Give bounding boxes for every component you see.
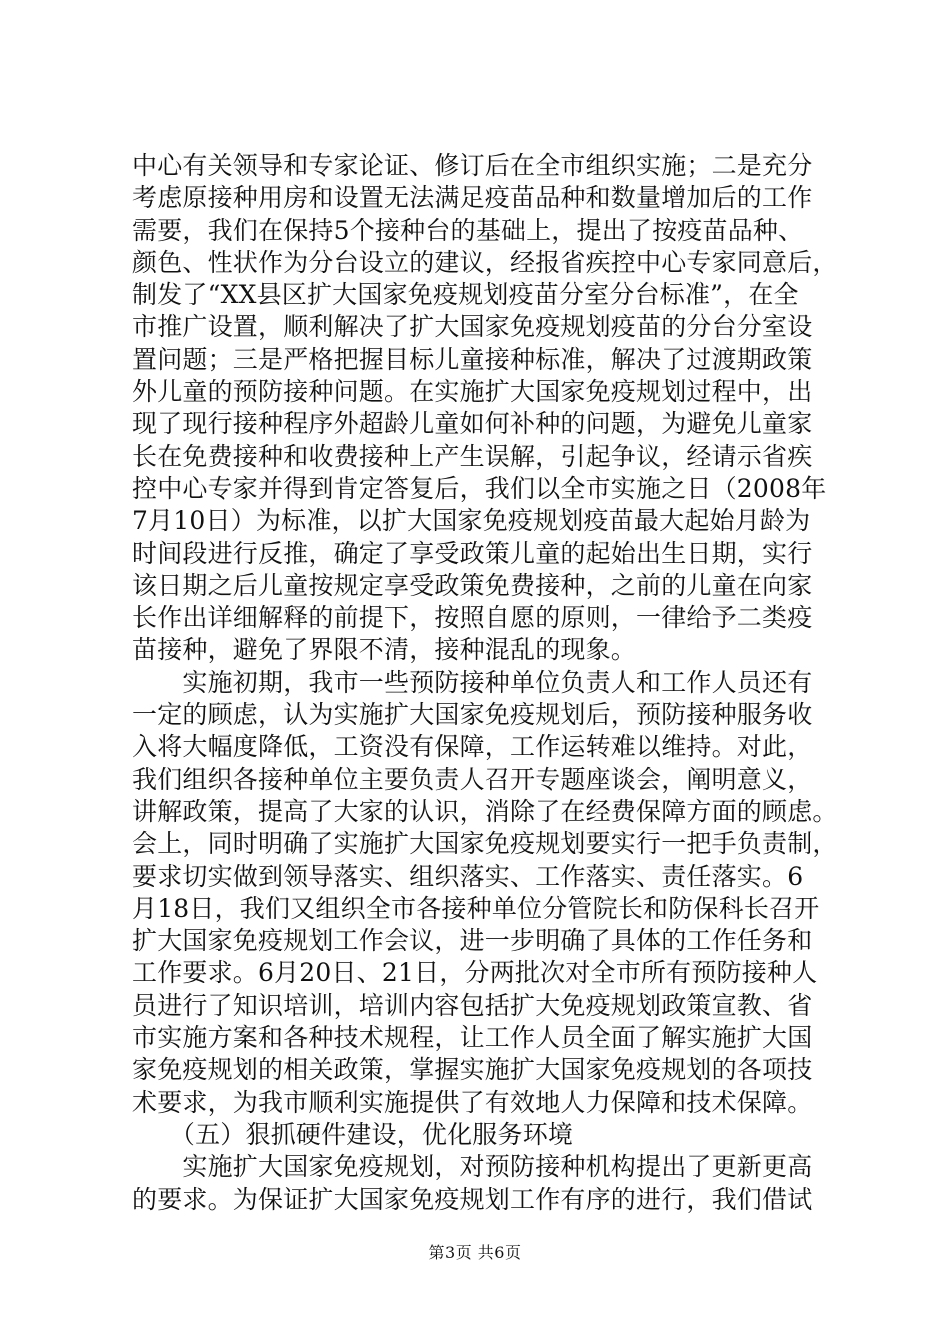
text-line: 该日期之后儿童按规定享受政策免费接种，之前的儿童在向家 [132,570,813,600]
text-line: 扩大国家免疫规划工作会议，进一步明确了具体的工作任务和 [132,926,813,956]
text-line: 制发了“XX县区扩大国家免疫规划疫苗分室分台标准”，在全 [132,280,799,310]
text-line: 市实施方案和各种技术规程，让工作人员全面了解实施扩大国 [132,1023,813,1053]
text-line: 外儿童的预防接种问题。在实施扩大国家免疫规划过程中，出 [132,377,813,407]
text-line: 长作出详细解释的前提下，按照自愿的原则，一律给予二类疫 [132,603,813,633]
text-line: 讲解政策，提高了大家的认识，消除了在经费保障方面的顾虑。 [132,796,838,826]
text-line: 现了现行接种程序外超龄儿童如何补种的问题，为避免儿童家 [132,409,813,439]
section-heading: （五）狠抓硬件建设，优化服务环境 [132,1119,574,1149]
text-line: 市推广设置，顺利解决了扩大国家免疫规划疫苗的分台分室设 [132,312,813,342]
text-line: 中心有关领导和专家论证、修订后在全市组织实施；二是充分 [132,151,813,180]
text-line: 术要求，为我市顺利实施提供了有效地人力保障和技术保障。 [132,1087,813,1117]
text-line: 需要，我们在保持5个接种台的基础上，提出了按疫苗品种、 [132,215,804,245]
text-line: 苗接种，避免了界限不清，接种混乱的现象。 [132,635,637,665]
text-line: 时间段进行反推，确定了享受政策儿童的起始出生日期，实行 [132,538,813,568]
text-line: 颜色、性状作为分台设立的建议，经报省疾控中心专家同意后， [132,247,838,277]
page-footer: 第3页 共6页 [428,1243,522,1262]
text-line: 实施初期，我市一些预防接种单位负责人和工作人员还有 [132,667,813,697]
text-line: 要求切实做到领导落实、组织落实、工作落实、责任落实。6 [132,861,804,891]
text-line: 控中心专家并得到肯定答复后，我们以全市实施之日（2008年 [132,473,827,503]
text-line: 月18日，我们又组织全市各接种单位分管院长和防保科长召开 [132,893,820,923]
text-line: 工作要求。6月20日、21日，分两批次对全市所有预防接种人 [132,958,818,988]
text-line: 置问题；三是严格把握目标儿童接种标准，解决了过渡期政策 [132,344,813,374]
text-line: 我们组织各接种单位主要负责人召开专题座谈会，阐明意义， [132,764,813,794]
document-body [132,150,838,1216]
text-line: 家免疫规划的相关政策，掌握实施扩大国家免疫规划的各项技 [132,1055,813,1085]
text-line: 实施扩大国家免疫规划，对预防接种机构提出了更新更高 [132,1152,813,1182]
text-line: 长在免费接种和收费接种上产生误解，引起争议，经请示省疾 [132,441,813,471]
text-line: 一定的顾虑，认为实施扩大国家免疫规划后，预防接种服务收 [132,700,813,730]
text-line: 员进行了知识培训，培训内容包括扩大免疫规划政策宣教、省 [132,990,813,1020]
text-line: 会上，同时明确了实施扩大国家免疫规划要实行一把手负责制， [132,829,838,859]
text-line: 7月10日）为标准，以扩大国家免疫规划疫苗最大起始月龄为 [132,506,811,536]
text-line: 入将大幅度降低，工资没有保障，工作运转难以维持。对此， [132,732,813,762]
text-line: 考虑原接种用房和设置无法满足疫苗品种和数量增加后的工作 [132,183,813,213]
text-line: 的要求。为保证扩大国家免疫规划工作有序的进行，我们借试 [132,1184,813,1214]
